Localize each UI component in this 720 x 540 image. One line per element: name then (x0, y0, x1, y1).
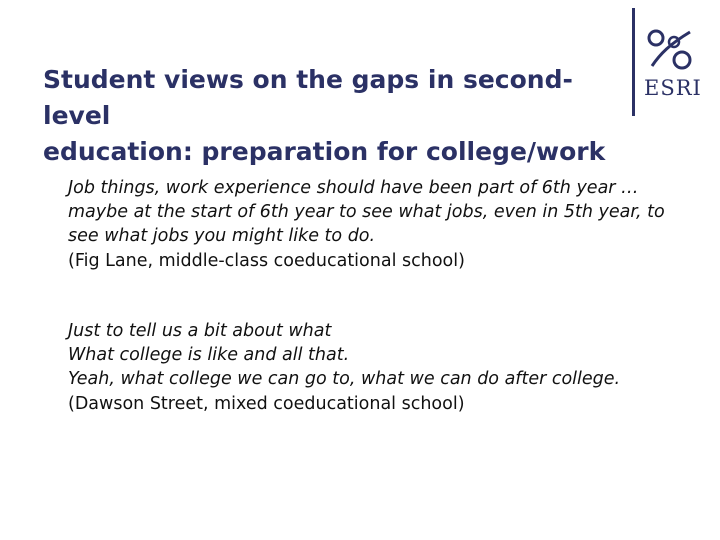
quote-block-2 (68, 319, 688, 416)
quote-line: Job things, work experience should have been part of 6th year … (68, 178, 639, 198)
quote-block-1 (68, 176, 688, 273)
quote-source: (Dawson Street, mixed coeducational school) (68, 393, 465, 414)
percent-mark-icon (646, 28, 694, 70)
logo-text: ESRI (644, 76, 702, 100)
quote-line: What college is like and all that. (68, 345, 350, 366)
quote-source: (Fig Lane, middle-class coeducational school) (68, 250, 465, 271)
slide-title (43, 62, 623, 170)
logo-divider (632, 8, 635, 116)
quote-line: Just to tell us a bit about what (68, 321, 332, 341)
quote-line: Yeah, what college we can go to, what we can do after college. (68, 369, 621, 390)
esri-logo (632, 8, 702, 118)
quote-line: see what jobs you might like to do. (68, 226, 376, 247)
quote-line: maybe at the start of 6th year to see what jobs, even in 5th year, to (68, 202, 665, 223)
title-line-2: education: preparation for college/work (43, 137, 606, 166)
title-line-1: Student views on the gaps in second-level (43, 65, 573, 130)
